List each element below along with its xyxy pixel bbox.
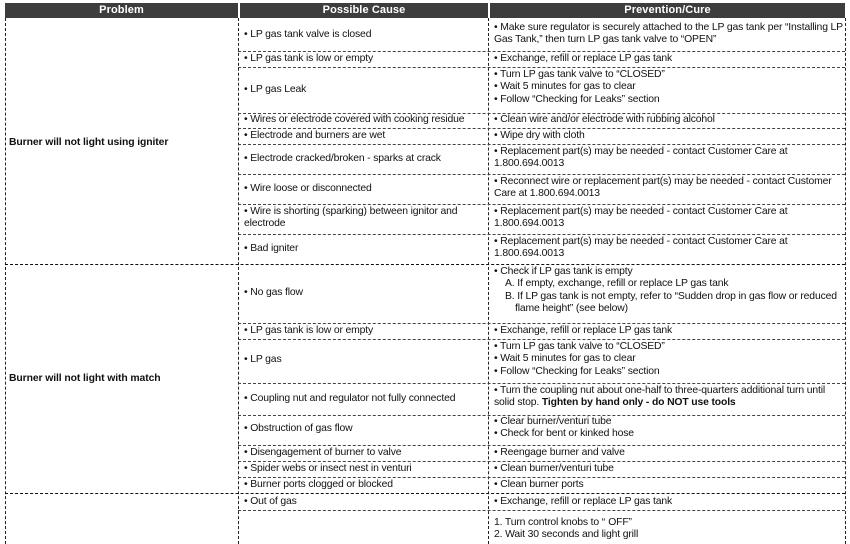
problem-igniter: Burner will not light using igniter	[9, 137, 169, 148]
cure-cell: • Turn LP gas tank valve to “CLOSED” • Wait 5 minutes for gas to clear • Follow “Checking for Leaks” section	[494, 69, 665, 105]
column-line-right	[845, 18, 846, 544]
cure-cell: • Make sure regulator is securely attached to the LP gas tank per “Installing LP Gas Tank,” then turn LP gas tank valve to “OPEN”	[494, 22, 843, 46]
cure-cell: • Reengage burner and valve	[494, 447, 625, 458]
problem-match: Burner will not light with match	[9, 373, 161, 384]
row-divider	[238, 128, 845, 129]
cure-cell: • Exchange, refill or replace LP gas tank	[494, 496, 673, 507]
cause-cell: • Bad igniter	[244, 243, 299, 254]
cure-cell: • Clear burner/venturi tube • Check for bent or kinked hose	[494, 416, 634, 440]
cure-cell: • Exchange, refill or replace LP gas tank	[494, 325, 673, 336]
column-line-cure	[488, 18, 489, 544]
row-divider	[238, 144, 845, 145]
cure-cell: • Reconnect wire or replacement part(s) may be needed - contact Customer Care at 1.800.694.0013	[494, 176, 832, 200]
cause-cell: • Electrode cracked/broken - sparks at crack	[244, 153, 441, 164]
cause-cell: • LP gas tank valve is closed	[244, 29, 372, 40]
row-divider	[238, 174, 845, 175]
cure-cell: • Exchange, refill or replace LP gas tank	[494, 53, 673, 64]
row-divider	[238, 510, 845, 511]
row-divider	[238, 51, 845, 52]
group-divider	[5, 493, 845, 494]
cure-cell: • Clean burner/venturi tube	[494, 463, 614, 474]
row-divider	[238, 461, 845, 462]
cause-cell: • Disengagement of burner to valve	[244, 447, 402, 458]
cause-cell: • Wire is shorting (sparking) between ignitor and electrode	[244, 206, 458, 230]
cause-cell: • LP gas	[244, 354, 282, 365]
cause-cell: • No gas flow	[244, 287, 303, 298]
row-divider	[238, 477, 845, 478]
row-divider	[238, 67, 845, 68]
header-problem: Problem	[5, 3, 238, 18]
header-possible-cause: Possible Cause	[240, 3, 488, 18]
cure-cell: • Turn LP gas tank valve to “CLOSED” • Wait 5 minutes for gas to clear • Follow “Checking for Leaks” section	[494, 341, 665, 377]
row-divider	[238, 323, 845, 324]
row-divider	[238, 204, 845, 205]
cause-cell: • LP gas tank is low or empty	[244, 53, 374, 64]
cure-cell: • Replacement part(s) may be needed - contact Customer Care at 1.800.694.0013	[494, 236, 788, 260]
cure-cell: • Check if LP gas tank is empty A. If empty, exchange, refill or replace LP gas tank B. If LP gas tank is not empty, refer to “Sudden drop in gas flow or reduced flame height” (see below)	[494, 266, 837, 315]
cause-cell: • Out of gas	[244, 496, 297, 507]
cause-cell: • Wire loose or disconnected	[244, 183, 372, 194]
cure-cell: • Wipe dry with cloth	[494, 130, 585, 141]
row-divider	[238, 234, 845, 235]
cause-cell: • Spider webs or insect nest in venturi	[244, 463, 412, 474]
row-divider	[238, 445, 845, 446]
cause-cell: • Burner ports clogged or blocked	[244, 479, 393, 490]
cure-cell: • Clean burner ports	[494, 479, 584, 490]
row-divider	[238, 383, 845, 384]
cure-cell: • Turn the coupling nut about one-half to three-quarters additional turn until solid stop. Tighten by hand only - do NOT use tools	[494, 385, 826, 409]
cause-cell: • Obstruction of gas flow	[244, 423, 353, 434]
cause-cell: • Coupling nut and regulator not fully connected	[244, 393, 456, 404]
header-prevention-cure: Prevention/Cure	[490, 3, 845, 18]
cure-cell: 1. Turn control knobs to “ OFF” 2. Wait 30 seconds and light grill	[494, 517, 639, 541]
cause-cell: • LP gas Leak	[244, 84, 307, 95]
column-line-cause	[238, 18, 239, 544]
group-divider	[5, 264, 845, 265]
cure-cell: • Clean wire and/or electrode with rubbing alcohol	[494, 114, 715, 125]
row-divider	[238, 339, 845, 340]
cure-cell: • Replacement part(s) may be needed - contact Customer Care at 1.800.694.0013	[494, 146, 788, 170]
column-line-left	[5, 18, 6, 544]
cause-cell: • LP gas tank is low or empty	[244, 325, 374, 336]
cause-cell: • Electrode and burners are wet	[244, 130, 386, 141]
cure-cell: • Replacement part(s) may be needed - contact Customer Care at 1.800.694.0013	[494, 206, 788, 230]
cause-cell: • Wires or electrode covered with cooking residue	[244, 114, 465, 125]
